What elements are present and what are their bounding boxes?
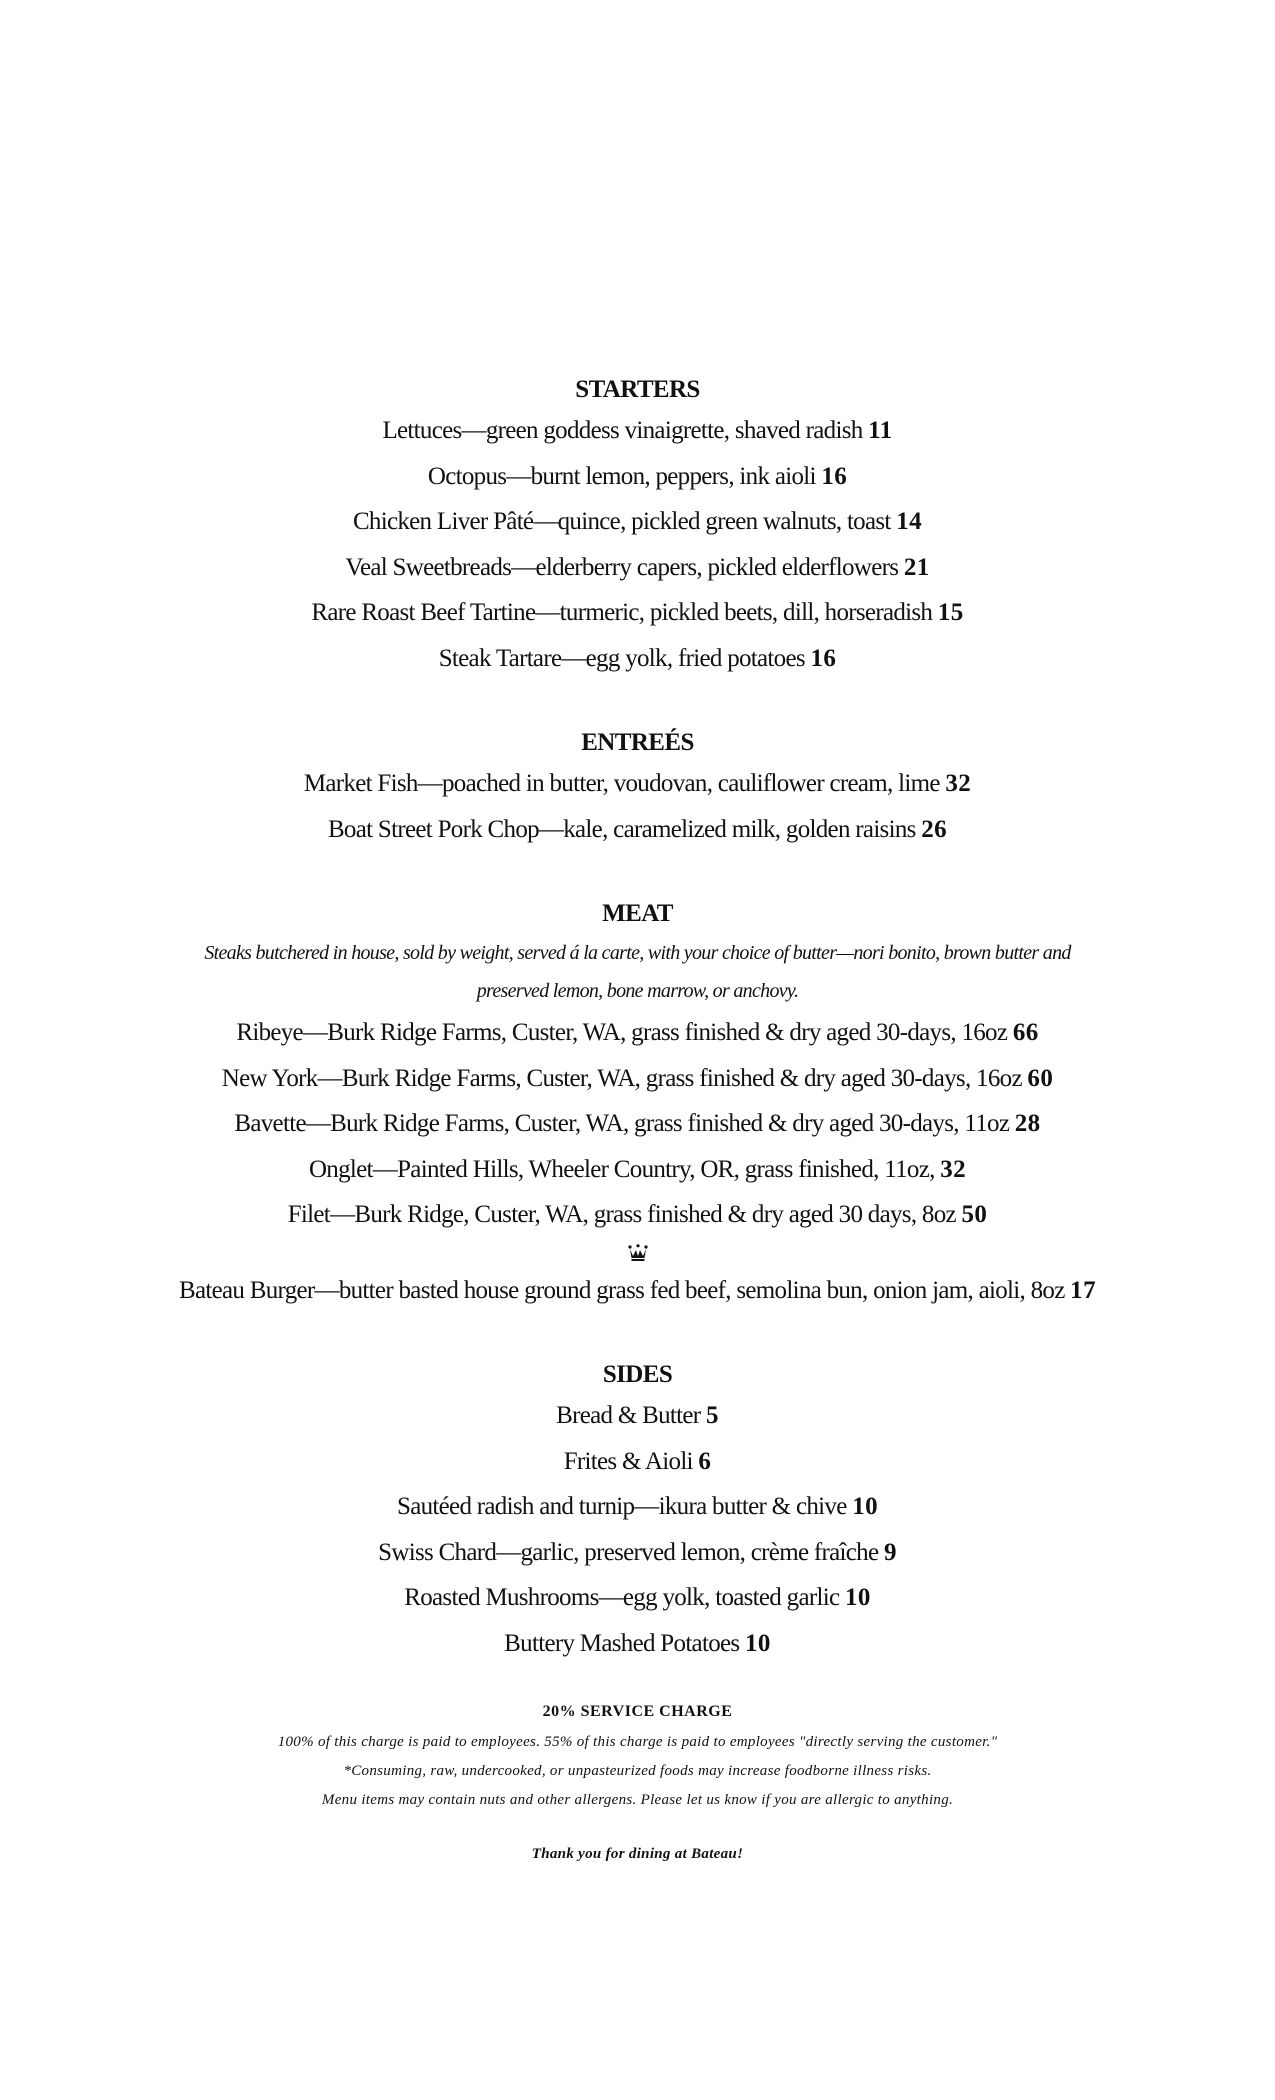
item-name: Bateau Burger—butter basted house ground grass fed beef, semolina bun, onion jam, aioli, 8oz [179, 1276, 1065, 1304]
menu-item [0, 1621, 1275, 1667]
crown-icon-svg [627, 1244, 649, 1262]
item-name: New York—Burk Ridge Farms, Custer, WA, grass finished & dry aged 30-days, 16oz [221, 1064, 1022, 1092]
item-price: 66 [1012, 1019, 1039, 1046]
item-name: Frites & Aioli [563, 1447, 693, 1475]
meat-description [178, 934, 1098, 1010]
menu-item [0, 1192, 1275, 1238]
item-name: Swiss Chard—garlic, preserved lemon, crème fraîche [378, 1538, 879, 1566]
menu-item [0, 1147, 1275, 1193]
item-price: 32 [945, 770, 972, 797]
menu-item [0, 761, 1275, 807]
item-name: Bavette—Burk Ridge Farms, Custer, WA, grass finished & dry aged 30-days, 11oz [234, 1110, 1010, 1137]
item-price: 32 [940, 1155, 967, 1183]
meat-section [0, 896, 1275, 1313]
item-price: 17 [1070, 1276, 1096, 1304]
section-spacer [0, 852, 1275, 896]
sides-section [0, 1357, 1275, 1666]
item-price: 28 [1014, 1110, 1041, 1137]
menu-footer [0, 1700, 1275, 1866]
item-price: 11 [868, 417, 893, 444]
item-price: 9 [883, 1538, 897, 1566]
menu-item [0, 1101, 1275, 1147]
menu-page [0, 372, 1275, 1866]
section-spacer [0, 1313, 1275, 1357]
menu-item [0, 454, 1275, 500]
menu-item [0, 499, 1275, 545]
item-name: Chicken Liver Pâté—quince, pickled green walnuts, toast [352, 508, 891, 535]
item-price: 15 [937, 599, 964, 626]
section-spacer [0, 681, 1275, 725]
section-title-sides: SIDES [602, 1361, 673, 1388]
meat-description-line: Steaks butchered in house, sold by weight, served á la carte, with your choice of butter—nori bonito, brown butter and [204, 942, 1071, 964]
item-price: 5 [705, 1402, 719, 1429]
menu-item [0, 408, 1275, 454]
item-price: 50 [961, 1201, 988, 1228]
menu-item [0, 807, 1275, 853]
allergen-note: Menu items may contain nuts and other allergens. Please let us know if you are allergic to anything. [321, 1792, 954, 1808]
item-name: Ribeye—Burk Ridge Farms, Custer, WA, grass finished & dry aged 30-days, 16oz [236, 1019, 1008, 1046]
starters-section [0, 372, 1275, 681]
item-name: Roasted Mushrooms—egg yolk, toasted garlic [404, 1584, 840, 1611]
item-name: Onglet—Painted Hills, Wheeler Country, OR, grass finished, 11oz, [308, 1155, 935, 1183]
meat-description-line: preserved lemon, bone marrow, or anchovy. [476, 980, 799, 1002]
item-name: Market Fish—poached in butter, voudovan, cauliflower cream, lime [303, 770, 940, 797]
crown-icon [0, 1238, 1275, 1268]
item-price: 26 [921, 815, 948, 843]
item-name: Sautéed radish and turnip—ikura butter & chive [397, 1493, 847, 1520]
item-price: 10 [844, 1584, 871, 1611]
food-safety-note: *Consuming, raw, undercooked, or unpasteurized foods may increase foodborne illness risks. [343, 1763, 932, 1779]
item-price: 14 [896, 508, 923, 535]
menu-item [0, 1056, 1275, 1102]
item-name: Rare Roast Beef Tartine—turmeric, pickled beets, dill, horseradish [311, 599, 933, 626]
item-name: Boat Street Pork Chop—kale, caramelized milk, golden raisins [327, 815, 916, 843]
menu-item [0, 636, 1275, 682]
item-price: 21 [903, 553, 930, 581]
item-name: Veal Sweetbreads—elderberry capers, pickled elderflowers [345, 553, 899, 581]
service-charge-title: 20% SERVICE CHARGE [542, 1703, 733, 1720]
menu-item [0, 1393, 1275, 1439]
item-price: 6 [698, 1447, 712, 1475]
menu-item [0, 1010, 1275, 1056]
item-price: 60 [1027, 1064, 1054, 1092]
item-name: Buttery Mashed Potatoes [504, 1629, 740, 1657]
menu-item [0, 590, 1275, 636]
item-price: 10 [852, 1493, 878, 1520]
item-name: Filet—Burk Ridge, Custer, WA, grass finished & dry aged 30 days, 8oz [287, 1201, 956, 1228]
menu-item [0, 1439, 1275, 1485]
item-name: Octopus—burnt lemon, peppers, ink aioli [427, 462, 816, 490]
item-name: Steak Tartare—egg yolk, fried potatoes [438, 644, 805, 672]
service-charge-note: 100% of this charge is paid to employees. 55% of this charge is paid to employees "directly serving the customer." [277, 1734, 998, 1750]
item-name: Lettuces—green goddess vinaigrette, shaved radish [382, 417, 863, 444]
entrees-section [0, 725, 1275, 852]
item-price: 16 [821, 462, 848, 490]
menu-item [0, 1530, 1275, 1576]
section-title-entrees: ENTREÉS [581, 729, 694, 756]
thank-you-note: Thank you for dining at Bateau! [531, 1846, 744, 1862]
item-price: 16 [810, 644, 837, 672]
section-title-starters: STARTERS [575, 376, 700, 403]
menu-item [0, 545, 1275, 591]
section-title-meat: MEAT [602, 900, 673, 927]
item-name: Bread & Butter [556, 1402, 701, 1429]
menu-item [0, 1484, 1275, 1530]
menu-item [0, 1575, 1275, 1621]
item-price: 10 [745, 1629, 771, 1657]
menu-item [0, 1268, 1275, 1314]
